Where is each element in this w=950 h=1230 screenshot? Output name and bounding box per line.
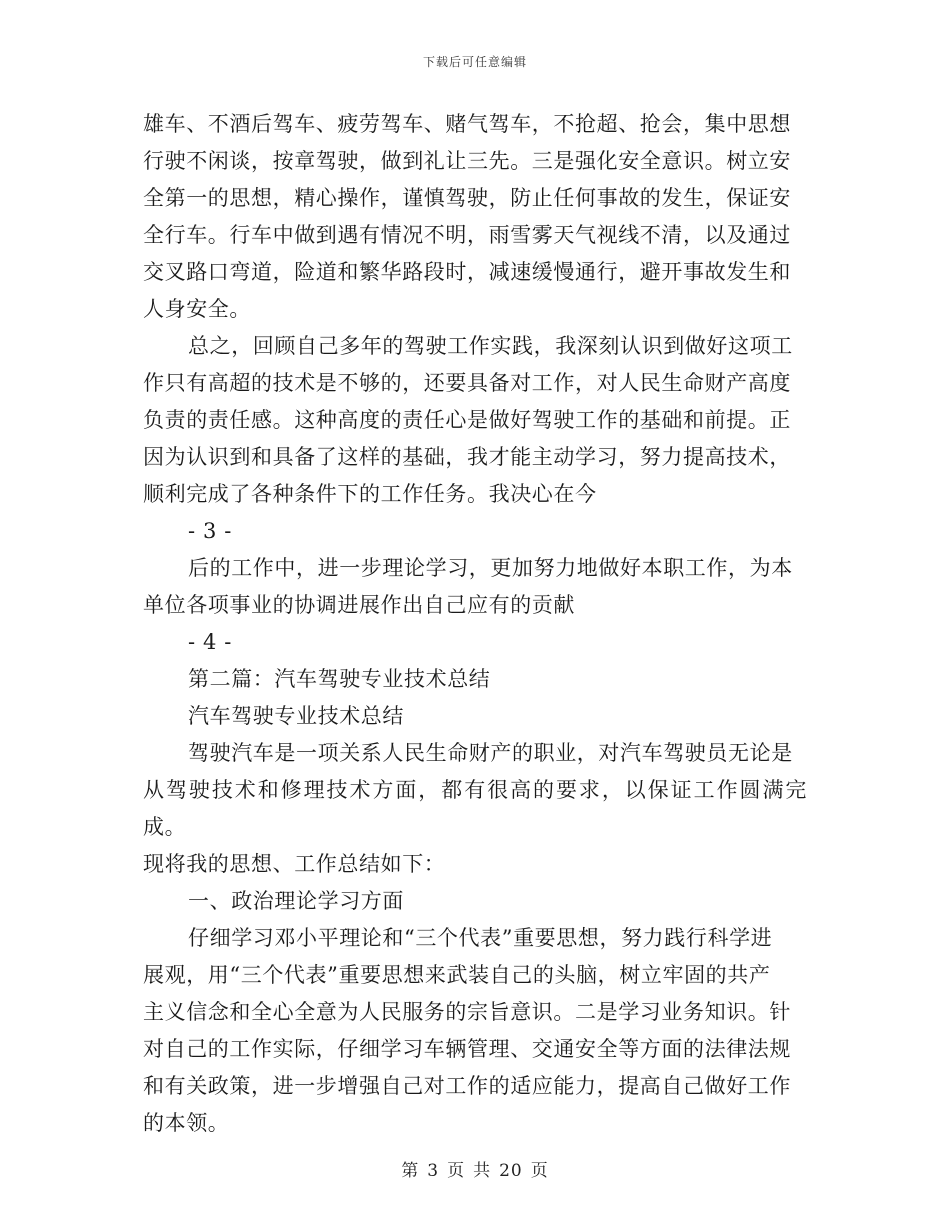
article-title: 汽车驾驶专业技术总结 (188, 704, 404, 728)
text-line: 作只有高超的技术是不够的，还要具备对工作，对人民生命财产高度 (143, 371, 791, 395)
text-line: 主义信念和全心全意为人民服务的宗旨意识。二是学习业务知识。针 (143, 1000, 791, 1024)
text-line: 展观，用“三个代表”重要思想来武装自己的头脑，树立牢固的共产 (143, 963, 771, 987)
text-line: 对自己的工作实际，仔细学习车辆管理、交通安全等方面的法律法规 (143, 1037, 791, 1061)
text-line: 驾驶汽车是一项关系人民生命财产的职业，对汽车驾驶员无论是 (188, 741, 793, 765)
subsection-heading: 一、政治理论学习方面 (188, 889, 404, 913)
total-page-count: 20 (499, 1161, 523, 1181)
text-line: 人身安全。 (143, 297, 251, 321)
text-line: 交叉路口弯道，险道和繁华路段时，减速缓慢通行，避开事故发生和 (143, 260, 791, 284)
document-body (143, 106, 807, 1142)
text-line: 总之，回顾自己多年的驾驶工作实践，我深刻认识到做好这项工 (188, 334, 793, 358)
text-line: 仔细学习邓小平理论和“三个代表”重要思想，努力践行科学进 (188, 926, 773, 950)
text-line: 行驶不闲谈，按章驾驶，做到礼让三先。三是强化安全意识。树立安 (143, 149, 791, 173)
footer-suffix: 页 (530, 1161, 549, 1181)
footer-page-word: 页 (447, 1161, 466, 1181)
section-title: 第二篇：汽车驾驶专业技术总结 (188, 667, 491, 691)
page-marker-3: - 3 - (188, 519, 232, 543)
text-line: 的本领。 (143, 1111, 230, 1135)
page-footer (0, 1156, 950, 1181)
text-line: 雄车、不酒后驾车、疲劳驾车、赌气驾车，不抢超、抢会，集中思想 (143, 112, 791, 136)
text-line: 和有关政策，进一步增强自己对工作的适应能力，提高自己做好工作 (143, 1074, 791, 1098)
text-line: 顺利完成了各种条件下的工作任务。我决心在今 (143, 482, 597, 506)
footer-prefix: 第 (401, 1161, 420, 1181)
footer-total-word: 共 (473, 1161, 492, 1181)
paragraph-safe-driving (143, 106, 807, 328)
page-marker-4: - 4 - (188, 630, 232, 654)
current-page-number: 3 (427, 1161, 440, 1181)
paragraph-summary (143, 328, 807, 513)
text-line: 全行车。行车中做到遇有情况不明，雨雪雾天气视线不清，以及通过 (143, 223, 791, 247)
text-line: 全第一的思想，精心操作，谨慎驾驶，防止任何事故的发生，保证安 (143, 186, 791, 210)
paragraph-continuation (143, 550, 807, 624)
text-line: 因为认识到和具备了这样的基础，我才能主动学习，努力提高技术， (143, 445, 791, 469)
paragraph-intro (143, 735, 807, 883)
text-line: 从驾驶技术和修理技术方面，都有很高的要求，以保证工作圆满完成。 (143, 778, 807, 839)
page-header: 下载后可任意编辑 (422, 55, 527, 69)
text-line: 负责的责任感。这种高度的责任心是做好驾驶工作的基础和前提。正 (143, 408, 791, 432)
paragraph-theory-study (143, 920, 807, 1142)
text-line: 后的工作中，进一步理论学习，更加努力地做好本职工作，为本 (188, 556, 793, 580)
text-line: 现将我的思想、工作总结如下： (143, 852, 446, 876)
text-line: 单位各项事业的协调进展作出自己应有的贡献 (143, 593, 575, 617)
